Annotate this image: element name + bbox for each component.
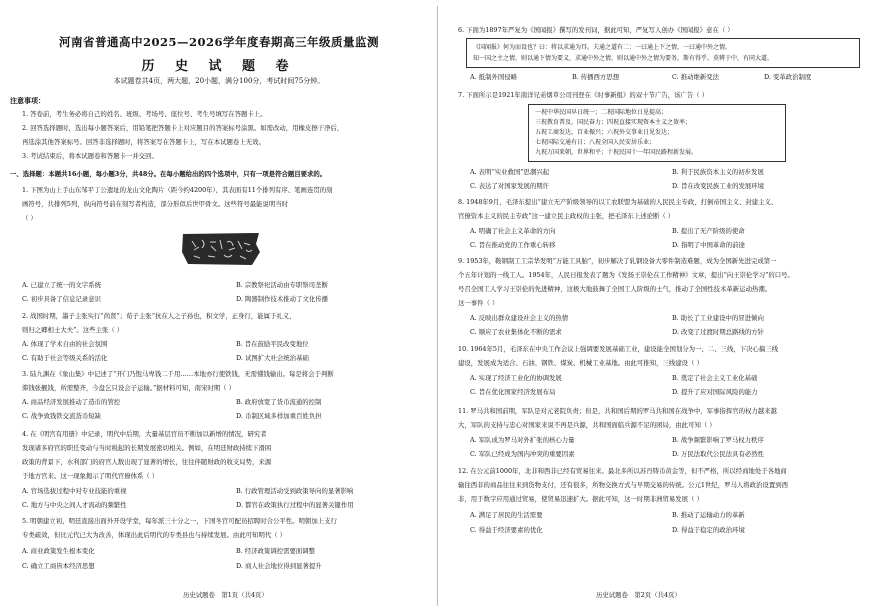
option-d: D. 变革政治制度 [764,73,812,81]
option-c: C. 确立工商皆本经济思想 [22,562,95,570]
exam-intro-note: 本试题卷共4页，两大题，20小题，满分100分，考试时间75分钟。 [113,77,325,85]
question-text: 6. 下面为1897年严复为《国闻报》撰写的发刊词，据此可知，严复写人创办《国闻报》意在（ ） [458,26,734,34]
ad-line: 九祝万国来朝，世界和平；十祝民国十一年国民路程新发展。 [535,149,698,156]
option-a: A. 反映出群众建设社会主义的热情 [470,314,569,322]
notice-item: 1. 答卷前，考生务必将自己的姓名、班级、考场号、座位号、考生号填写在答题卡上。 [22,110,267,118]
option-c: C. 有助于社会等级关系的活化 [22,354,108,362]
exam-title: 河南省普通高中2025—2026学年度春期高三年级质量监测 [58,35,379,49]
ad-line: 五祝工商发达，百业振兴；六祝外交事业日见发达； [535,129,674,136]
notice-item: 2. 回答选择题时，选出每小题答案后，用铅笔把答题卡上对应题目的答案标号涂黑。如需改动，用橡皮擦干净后， [22,124,344,132]
q6-quote-box [466,38,860,68]
question-text: 1. 下图为山上手山东邹平丁公遗址的龙山文化陶片（距今约4200年），其表面有11个排列有序、笔画连贯的刻 [22,186,333,194]
option-d: D. 得益于稳定的政治环境 [672,526,745,534]
question-text: 滞钱张靓钱，所需整齐，今盘乞只设会子运输。”据材料可知，南宋时期（ ） [22,384,235,392]
ad-line: 七祝国际交通有日；八祝全国人民安居乐业； [535,139,656,146]
option-b: B. 推动了运输动力的革新 [672,511,745,519]
option-a: A. 满足了居民的生活需要 [470,511,543,519]
notices-heading: 注意事项： [10,96,45,105]
option-b: B. 经济政策调控需要面调整 [236,547,316,555]
question-text: 12. 在公元前1000年，北非和西非已经有贸易往来。最北多所以苏丹铸币黄金等，但不严格，所以经商地处于各地商 [458,467,787,475]
option-a: A. 商业政策发生根本变化 [22,547,95,555]
question-text: 个五年计划的一线工人。1954年，人民日报发表了题为《发扬王崇伦在工作精神》文章，提出“向王崇伦学习”的口号。 [458,271,794,279]
question-text: 非，用于数字应用通过贸易，使贸易迅速扩大。据此可知，这一时期非洲贸易发展（ ） [458,495,703,503]
page-1-column [8,0,430,615]
option-d: D. 陶器制作技术推动了文化传播 [236,295,329,303]
option-b: B. 提出了无产阶级的使命 [672,227,745,235]
option-d: D. 都官在政策执行过程中的显著关键作用 [236,501,354,509]
option-b: B. 宗教祭祀活动由专职祭司垄断 [236,281,328,289]
option-c: C. 战争致钱铁交流货币短缺 [22,412,102,420]
page-footer: 历史试题卷 第2页（共4页） [596,591,681,599]
option-b: B. 传播西方思想 [572,73,620,81]
question-text: 10. 1964年5月，毛泽东在中央工作会议上强调要发展基础工业，建设能全国划分为一、二、三线，下决心搞三线 [458,345,779,353]
option-c: C. 初步具备了信息记录意识 [22,295,102,303]
option-b: B. 行政管理活动受到政策导向的显著影响 [236,487,354,495]
page-footer: 历史试题卷 第1页（共4页） [183,591,268,599]
question-text: 大，军队的支持与忠心对国家来说不再是兵源，共和国面临兵源不足的困局，由此可知（ ） [458,421,716,429]
option-b: B. 利于民族资本主义的初步发展 [672,168,764,176]
section-heading: 一、选择题：本题共16小题，每小题3分，共48分。在每小题给出的四个选项中，只有一项是符合题目要求的。 [10,170,327,178]
question-text: 这一事件（ ） [458,299,499,307]
question-text: 专类疏效，但比元代已大为改善，体现出此后明代的专类县也与持续发展。由此可知明代（ ） [22,531,287,539]
question-text: 于地方官来。这一现象揭示了明代官僚体系（ ） [22,472,159,480]
ad-line: 一祝中华民国早日统一；二祝国际地位日见提高； [535,109,668,116]
question-text: 2. 战国时期，墨子主张实行“尚贤”；荀子主张“抗在人之子孙也，积文学，正身行，能属于礼义， [22,312,296,320]
q7-advertisement-box [528,104,786,162]
option-d: D. 商人社会地位得到显著提升 [236,562,322,570]
option-d: D. 币制区域多样加重百姓负担 [236,412,322,420]
option-b: B. 旨在鼓励平民改变地位 [236,340,309,348]
question-text: 4. 在《明宫有用册》中记录，明代中后期，大量基层官员不断加以新增的情况，研究者 [22,430,267,438]
option-a: A. 表明“实业救国”思潮兴起 [470,168,550,176]
option-c: C. 旨在优化国家经济发展布局 [470,388,556,396]
question-text: 官僚资本主义的民主专政”这一建立民主政权的主张，把毛泽东上述论断（ ） [458,212,675,220]
question-text: 5. 明朝建立初，明廷直接出面外开设学堂，每年派三十分之一，下国冬官可配员招聘时合公平性。明朝加上支行 [22,517,337,525]
ad-line: 三祝教育普及，国民奋力；四祝直接实现资本主义之效率； [535,119,692,126]
option-d: D. 提升了应对国际风险的能力 [672,388,758,396]
option-c: C. 军队已经成为国内冲突的重要因素 [470,450,575,458]
option-a: A. 军队成为罗马对外扩张的核心力量 [470,436,575,444]
option-b: B. 战争频繁影响了罗马权力秩序 [672,436,764,444]
option-c: C. 地方与中央之间人才流动的频繁性 [22,501,127,509]
question-text: 则归之卿相士大夫”。这些主张（ ） [22,326,124,334]
question-text: 7. 下面所示是1921年南洋兄弟烟草公司刊登在《时事新报》的双十节广告，该广告（ ） [458,91,709,99]
option-d: D. 指明了中国革命的前途 [672,241,745,249]
question-text: 3. 陆九渊在《象山集》中记述了“开门乃饱马卑钱二千用……本地亦行使铁钱，无需懂钱输出。每是将会于判断 [22,370,334,378]
question-text: 8. 1948年9月，毛泽东提出“建立无产阶级领导的以工农联盟为基础的人民民主专政，打倒帝国主义、封建主义、 [458,198,778,206]
question-text: 发现诸多府官的职任变动与当时税起的长期发展密切相关。例如，在明廷财政持续下滑困 [22,444,272,452]
subject-title: 历 史 试 题 卷 [141,59,297,74]
question-text: 号召全国工人学习王崇伦的先进精神，这极大地鼓舞了全国工人阶级的士气，推动了全国性技术革新运动热潮。 [458,285,772,293]
option-b: B. 政府放宽了货币流通的控制 [236,398,322,406]
option-d: D. 旨在改变民族工业的发展环境 [672,182,765,190]
question-text: 政策的背景下，水利部门的府官人数出现了显著的增长，往往伴随财政的收支局势，来源 [22,458,272,466]
pottery-shard-image [180,232,262,266]
option-a: A. 明确了社会主义革命的方向 [470,227,556,235]
option-c: C. 顺应了农业集体化不断的需求 [470,328,562,336]
option-d: D. 改变了过渡时期总路线的方针 [672,328,765,336]
quote-line: 《国闻报》何为而设也？曰：将以求通为耳。夫通之道有二：一曰通上下之情，一曰通中外之情。 [473,44,732,51]
option-d: D. 试图扩大社会统治基础 [236,354,309,362]
option-c: C. 得益于经济要素的优化 [470,526,543,534]
notice-item: 3. 考试结束后，将本试题卷和答题卡一并交回。 [22,152,158,160]
option-a: A. 抵制外国侵略 [470,73,518,81]
option-a: A. 体现了学术自由的社会氛围 [22,340,108,348]
option-c: C. 推动维新变法 [672,73,720,81]
page-2-column [446,0,864,615]
question-text: 画符号，共排列5列，纵向符号前在刻写者构造，部分形似后世甲骨文。这些符号最能说明当时 [22,200,289,208]
question-text: 9. 1953年，鞍钢制工工宗华发明“万能工具胎”，初步解决了轧钢设备大零件制造难题，成为全国新先进完成第一 [458,257,777,265]
column-divider [437,6,438,606]
option-b: B. 助长了工业建设中的冒进倾向 [672,314,764,322]
option-c: C. 表达了对国家发展的期许 [470,182,550,190]
quote-line: 知一国之主之情，则以通下情为要义，求通中外之情，则以通中外之情为要务，斯有得乎。莫辨于中，有同大道。 [473,55,774,62]
option-a: A. 实现了经济工业化的协调发展 [470,374,562,382]
option-c: C. 旨在推动党的工作重心转移 [470,241,556,249]
option-a: A. 已建立了统一的文字系统 [22,281,101,289]
question-text: 输往西非的商品往往来到货物支付，还有很多，所物交换方式与早期交易的传统。公元1世纪，罗马人将政治设置到西 [458,481,788,489]
option-d: D. 万民法取代公民法具有必然性 [672,450,765,458]
notice-item: 再选涂其他答案标号。回答非选择题时，将答案写在答题卡上，写在本试题卷上无效。 [22,138,265,146]
option-b: B. 奠定了社会主义工业化基础 [672,374,758,382]
question-text: （ ） [22,214,37,222]
option-a: A. 官场选拔过程中对专业技能的重视 [22,487,127,495]
question-text: 建设，发展成为适合、石油、钢铁、煤炭、机械工业基地。由此可推知，三线建设（ ） [458,359,703,367]
option-a: A. 商品经济发展推动了造币的管控 [22,398,121,406]
question-text: 11. 罗马共和国前期，军队是对元老院负责；但是，共和国后期的罗马共和国在战争中，军事指挥官的权力越来越 [458,407,777,415]
